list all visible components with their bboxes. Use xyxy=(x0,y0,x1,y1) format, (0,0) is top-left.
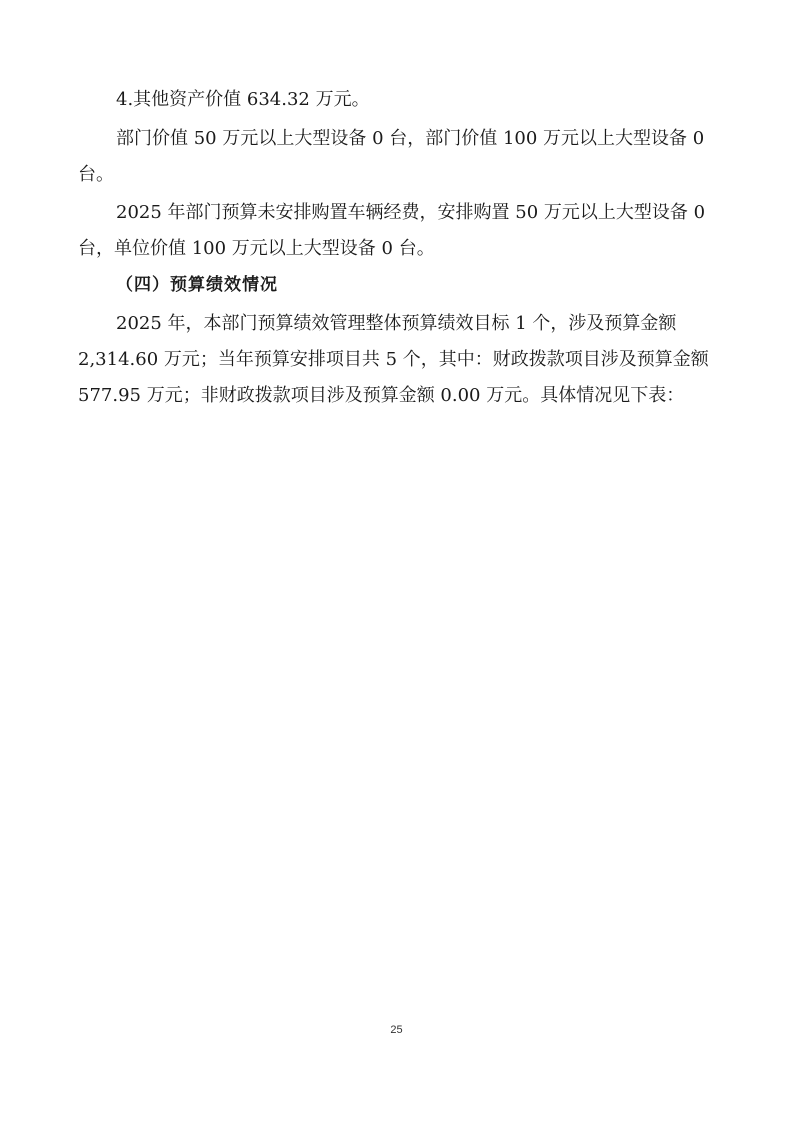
performance-paragraph-line-3: 577.95 万元；非财政拨款项目涉及预算金额 0.00 万元。具体情况见下表： xyxy=(78,385,685,406)
equipment-paragraph-line-1: 部门价值 50 万元以上大型设备 0 台，部门价值 100 万元以上大型设备 0 xyxy=(116,128,705,149)
page-number: 25 xyxy=(390,1024,403,1036)
equipment-paragraph-line-2: 台。 xyxy=(78,164,114,185)
budget-2025-paragraph-line-1: 2025 年部门预算未安排购置车辆经费，安排购置 50 万元以上大型设备 0 xyxy=(116,202,706,223)
performance-paragraph-line-1: 2025 年，本部门预算绩效管理整体预算绩效目标 1 个，涉及预算金额 xyxy=(116,313,677,334)
other-assets-paragraph: 4.其他资产价值 634.32 万元。 xyxy=(116,89,370,110)
performance-paragraph-line-2: 2,314.60 万元；当年预算安排项目共 5 个，其中：财政拨款项目涉及预算金额 xyxy=(78,349,709,370)
budget-2025-paragraph-line-2: 台，单位价值 100 万元以上大型设备 0 台。 xyxy=(78,238,435,259)
section-heading-performance: （四）预算绩效情况 xyxy=(116,275,278,295)
